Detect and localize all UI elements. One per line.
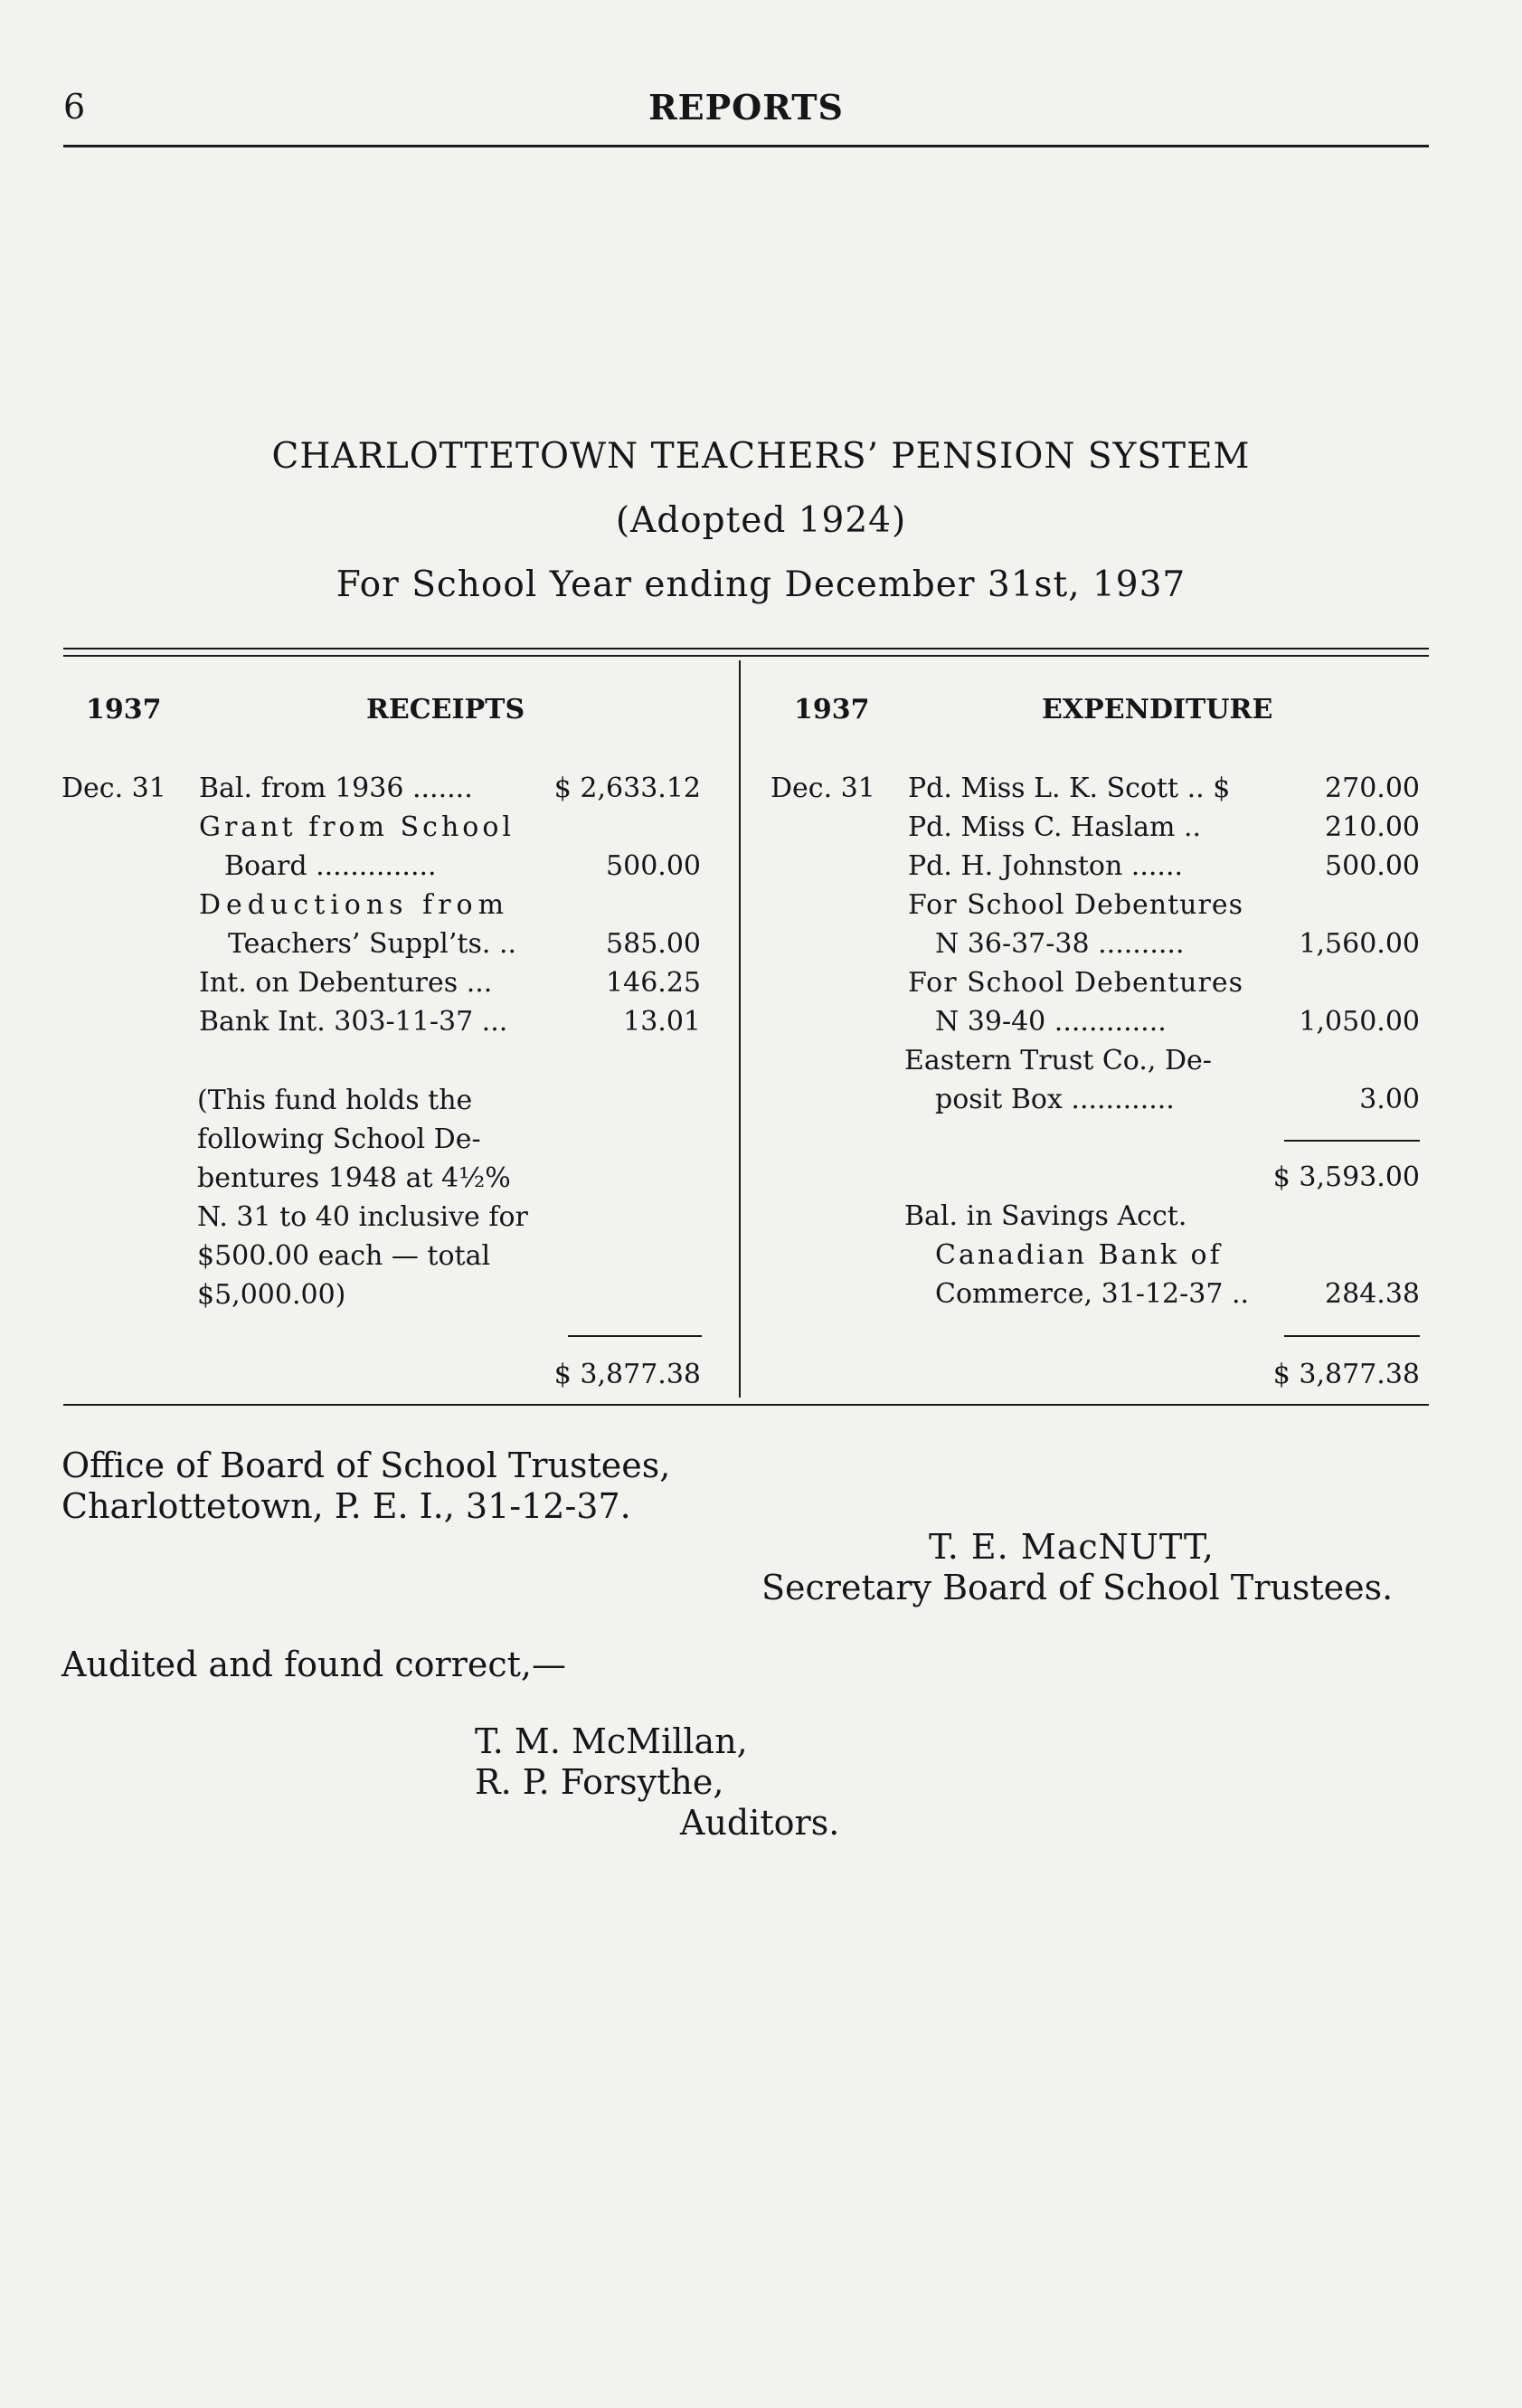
- expenditure-year: 1937: [794, 694, 870, 725]
- expenditure-total: $ 3,877.38: [1272, 1359, 1420, 1390]
- note-line: $500.00 each — total: [197, 1240, 491, 1272]
- list-item-amount: 500.00: [1325, 850, 1420, 882]
- list-item-amount: 500.00: [606, 850, 701, 882]
- table-column-divider: [739, 660, 741, 1398]
- list-item-amount: 146.25: [606, 967, 701, 999]
- list-item-amount: 270.00: [1325, 773, 1420, 804]
- table-bottom-rule: [63, 1404, 1429, 1406]
- note-line: N. 31 to 40 inclusive for: [197, 1201, 528, 1233]
- list-item: Board ..............: [224, 850, 437, 882]
- list-item-amount: $ 2,633.12: [553, 773, 701, 804]
- audit-statement: Audited and found correct,—: [61, 1645, 566, 1684]
- document-title: CHARLOTTETOWN TEACHERS’ PENSION SYSTEM: [271, 436, 1251, 477]
- list-item: Pd. Miss L. K. Scott .. $: [908, 773, 1231, 804]
- note-line: (This fund holds the: [197, 1085, 473, 1116]
- running-header: [63, 87, 1429, 132]
- list-item: N 36-37-38 ..........: [935, 928, 1185, 960]
- expenditure-total-rule: [1284, 1335, 1420, 1337]
- list-item: Grant from School: [199, 811, 515, 843]
- expenditure-heading: EXPENDITURE: [1042, 694, 1273, 725]
- list-item: Bank Int. 303-11-37 ...: [199, 1006, 508, 1038]
- document-subtitle: (Adopted 1924): [615, 500, 907, 541]
- expenditure-date: Dec. 31: [770, 773, 875, 804]
- list-item-amount: 210.00: [1325, 811, 1420, 843]
- list-item: Bal. in Savings Acct.: [904, 1200, 1187, 1232]
- table-top-rule: [63, 648, 1429, 649]
- office-line-1: Office of Board of School Trustees,: [61, 1446, 671, 1485]
- receipts-date: Dec. 31: [61, 773, 166, 804]
- list-item: Canadian Bank of: [935, 1239, 1223, 1271]
- list-item: posit Box ............: [935, 1084, 1175, 1115]
- signatory-title: Secretary Board of School Trustees.: [761, 1568, 1394, 1607]
- expenditure-subtotal: $ 3,593.00: [1272, 1161, 1420, 1193]
- list-item: Deductions from: [199, 889, 510, 921]
- list-item: Commerce, 31-12-37 ..: [935, 1278, 1250, 1310]
- note-line: following School De-: [197, 1123, 481, 1155]
- office-line-2: Charlottetown, P. E. I., 31-12-37.: [61, 1486, 631, 1526]
- table-top-rule-2: [63, 655, 1429, 657]
- receipts-total-rule: [568, 1335, 702, 1337]
- list-item-amount: 1,050.00: [1299, 1006, 1420, 1038]
- list-item: Pd. H. Johnston ......: [908, 850, 1184, 882]
- note-line: bentures 1948 at 4½%: [197, 1162, 511, 1194]
- list-item-amount: 3.00: [1359, 1084, 1420, 1115]
- list-item: Eastern Trust Co., De-: [904, 1045, 1212, 1076]
- page-number: 6: [63, 87, 86, 127]
- receipts-year: 1937: [86, 694, 162, 725]
- list-item: Pd. Miss C. Haslam ..: [908, 811, 1202, 843]
- document-period: For School Year ending December 31st, 1937: [336, 564, 1186, 605]
- list-item: N 39-40 .............: [935, 1006, 1167, 1038]
- auditor-name: R. P. Forsythe,: [475, 1762, 724, 1802]
- auditor-name: T. M. McMillan,: [475, 1721, 748, 1761]
- list-item-amount: 585.00: [606, 928, 701, 960]
- receipts-total: $ 3,877.38: [553, 1359, 701, 1390]
- auditors-label: Auditors.: [680, 1803, 840, 1843]
- list-item: For School Debentures: [908, 889, 1243, 921]
- list-item: For School Debentures: [908, 967, 1243, 999]
- list-item-amount: 284.38: [1325, 1278, 1420, 1310]
- receipts-heading: RECEIPTS: [366, 694, 525, 725]
- note-line: $5,000.00): [197, 1279, 346, 1311]
- list-item: Int. on Debentures ...: [199, 967, 493, 999]
- list-item-amount: 1,560.00: [1299, 928, 1420, 960]
- running-title: REPORTS: [648, 87, 844, 128]
- expenditure-subtotal-rule: [1284, 1140, 1420, 1142]
- header-rule: [63, 145, 1429, 147]
- list-item: Teachers’ Suppl’ts. ..: [228, 928, 517, 960]
- list-item: Bal. from 1936 .......: [199, 773, 473, 804]
- list-item-amount: 13.01: [623, 1006, 701, 1038]
- signatory-name: T. E. MacNUTT,: [929, 1527, 1215, 1567]
